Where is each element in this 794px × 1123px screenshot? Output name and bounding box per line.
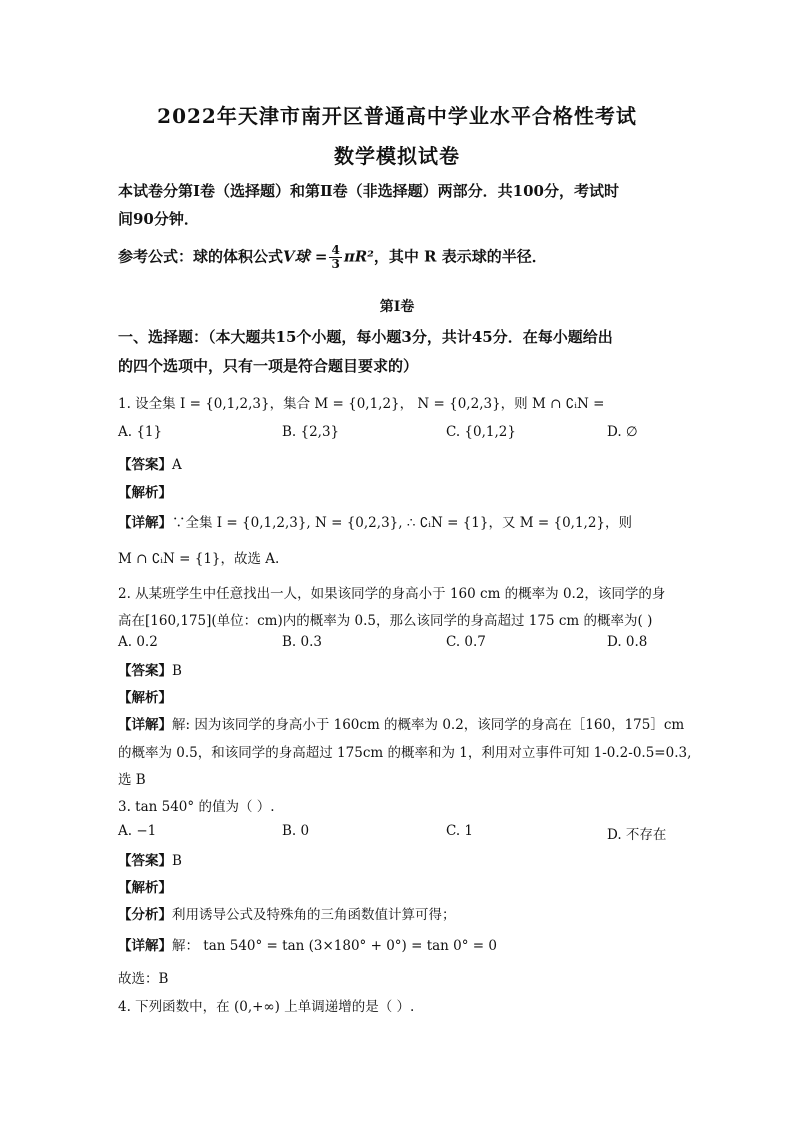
q1-answer <box>118 453 182 473</box>
fenxi-label: 【分析】 <box>118 907 172 923</box>
q1-option-d: D. ∅ <box>607 424 638 440</box>
q3-option-d: D. 不存在 <box>607 827 667 843</box>
q1-option-c: C. {0,1,2} <box>446 424 516 440</box>
q3-fenxi-text: 利用诱导公式及特殊角的三角函数值计算可得； <box>172 907 456 923</box>
q1-option-b: B. {2,3} <box>282 424 340 440</box>
answer-label: 【答案】 <box>118 663 172 679</box>
intro-line-1: 本试卷分第Ⅰ卷（选择题）和第Ⅱ卷（非选择题）两部分．共100分，考试时 <box>118 182 619 200</box>
q1-stem: 1. 设全集 I = {0,1,2,3}，集合 M = {0,1,2}， N = {0,2,3}，则 M ∩ ∁ᵢN = <box>118 396 605 412</box>
q3-answer-value: B <box>172 853 182 869</box>
q3-option-b: B. 0 <box>282 823 310 839</box>
q1-detail-2: M ∩ ∁ᵢN = {1}，故选 A. <box>118 551 280 567</box>
q2-detail-text-1: 解: 因为该同学的身高小于 160cm 的概率为 0.2，该同学的身高在［160，175］cm <box>172 717 685 733</box>
part1-instructions-2: 的四个选项中，只有一项是符合题目要求的） <box>118 357 419 375</box>
q2-option-a: A. 0.2 <box>118 634 158 650</box>
q2-answer-value: B <box>172 663 182 679</box>
formula-prefix: 参考公式：球的体积公式 <box>118 247 284 266</box>
q2-option-b: B. 0.3 <box>282 634 322 650</box>
q1-detail-1 <box>118 511 632 531</box>
detail-label: 【详解】 <box>118 717 172 733</box>
reference-formula <box>118 244 547 271</box>
detail-label: 【详解】 <box>118 938 172 954</box>
q2-answer <box>118 659 182 679</box>
q3-fenxi <box>118 903 456 923</box>
q3-answer <box>118 849 182 869</box>
answer-label: 【答案】 <box>118 853 172 869</box>
part1-instructions-1: 一、选择题：（本大题共15个小题，每小题3分，共计45分．在每小题给出 <box>118 328 613 346</box>
answer-label: 【答案】 <box>118 457 172 473</box>
q3-option-a: A. −1 <box>118 823 157 839</box>
q1-answer-value: A <box>172 457 182 473</box>
q2-analysis-label: 【解析】 <box>118 690 172 706</box>
formula-numerator: 4 <box>331 243 340 257</box>
q3-detail-text: 解： tan 540° = tan (3×180° + 0°) = tan 0° = 0 <box>172 938 497 954</box>
formula-fraction <box>329 244 341 271</box>
q2-stem-2: 高在[160,175](单位：cm)内的概率为 0.5，那么该同学的身高超过 175 cm 的概率为( ) <box>118 613 653 629</box>
formula-lhs: V球 = <box>283 247 328 266</box>
q1-option-a: A. {1} <box>118 424 163 440</box>
exam-title: 2022年天津市南开区普通高中学业水平合格性考试 <box>157 104 637 128</box>
section-heading: 第Ⅰ卷 <box>379 299 415 315</box>
q2-detail-1 <box>118 713 684 733</box>
q3-option-c: C. 1 <box>446 823 474 839</box>
q4-stem: 4. 下列函数中，在 (0,+∞) 上单调递增的是（ ）. <box>118 999 415 1015</box>
q3-analysis-label: 【解析】 <box>118 880 172 896</box>
formula-rhs: πR² <box>343 247 374 266</box>
formula-suffix: ，其中 R 表示球的半径． <box>373 247 547 266</box>
q3-detail <box>118 934 497 954</box>
intro-line-2: 间90分钟． <box>118 210 199 228</box>
q1-analysis-label: 【解析】 <box>118 485 172 501</box>
exam-subtitle: 数学模拟试卷 <box>334 144 460 168</box>
q3-conclusion: 故选：B <box>118 971 169 987</box>
q2-option-c: C. 0.7 <box>446 634 486 650</box>
q2-stem-1: 2. 从某班学生中任意找出一人，如果该同学的身高小于 160 cm 的概率为 0.2，该同学的身 <box>118 586 666 602</box>
q2-option-d: D. 0.8 <box>607 634 648 650</box>
q3-stem: 3. tan 540° 的值为（ ）. <box>118 799 275 815</box>
q2-detail-3: 选 B <box>118 772 146 788</box>
q1-detail-text-1: ∵全集 I = {0,1,2,3}, N = {0,2,3}, ∴ ∁ᵢN = {1}，又 M = {0,1,2}，则 <box>172 515 633 531</box>
detail-label: 【详解】 <box>118 515 172 531</box>
formula-denominator: 3 <box>331 257 340 271</box>
q2-detail-2: 的概率为 0.5，和该同学的身高超过 175cm 的概率和为 1，利用对立事件可知 1-0.2-0.5=0.3, <box>118 745 692 761</box>
